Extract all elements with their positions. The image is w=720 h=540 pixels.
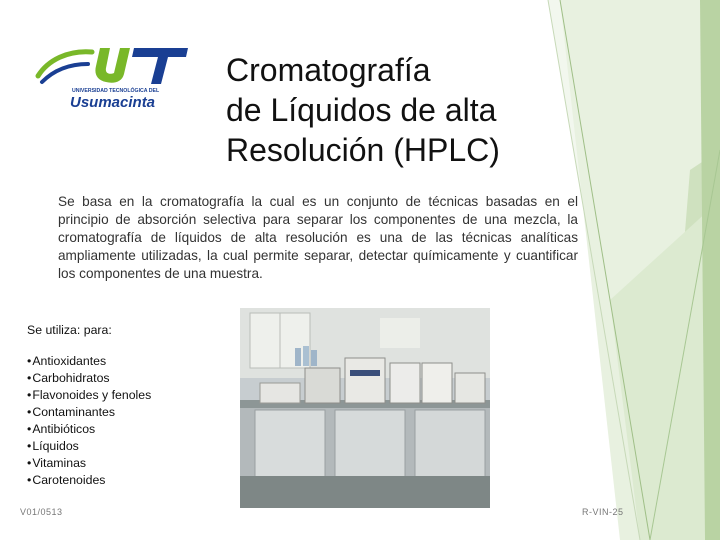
bullet-icon: •	[27, 456, 32, 470]
bullet-icon: •	[27, 439, 32, 453]
logo-subtitle: UNIVERSIDAD TECNOLÓGICA DEL	[72, 88, 160, 94]
title-line-2: de Líquidos de alta	[226, 92, 497, 128]
list-item: •Carbohidratos	[27, 371, 110, 385]
footer-code: R-VIN-25	[582, 507, 624, 517]
list-item: •Contaminantes	[27, 405, 116, 419]
list-item: •Flavonoides y fenoles	[27, 388, 152, 402]
logo-name: Usumacinta	[70, 94, 156, 110]
bullet-icon: •	[27, 354, 32, 368]
usumacinta-logo	[30, 40, 195, 110]
title-line-1: Cromatografía	[226, 52, 431, 88]
lab-equipment-photo	[240, 308, 490, 508]
uses-section	[27, 322, 167, 489]
list-item: •Vitaminas	[27, 456, 87, 470]
list-item: •Antibióticos	[27, 422, 96, 436]
uses-label: Se utiliza: para:	[27, 323, 112, 337]
footer-version: V01/0513	[20, 507, 63, 517]
list-item: •Carotenoides	[27, 473, 106, 487]
slide-title	[226, 50, 586, 170]
bullet-icon: •	[27, 405, 32, 419]
list-item: •Líquidos	[27, 439, 79, 453]
bullet-icon: •	[27, 388, 32, 402]
bullet-icon: •	[27, 473, 32, 487]
list-item: •Antioxidantes	[27, 354, 107, 368]
uses-list	[27, 353, 167, 489]
title-line-3: Resolución (HPLC)	[226, 132, 500, 168]
bullet-icon: •	[27, 371, 32, 385]
bullet-icon: •	[27, 422, 32, 436]
description-paragraph: Se basa en la cromatografía la cual es un conjunto de técnicas basadas en el principio de absorción selectiva para separar los componentes de una mezcla, la cromatografía de líquidos de alta resolución es una de las técnicas analíticas ampliamente utilizadas, la cual permite separar, detectar químicamente y cuantificar los componentes de una muestra.	[58, 194, 578, 281]
